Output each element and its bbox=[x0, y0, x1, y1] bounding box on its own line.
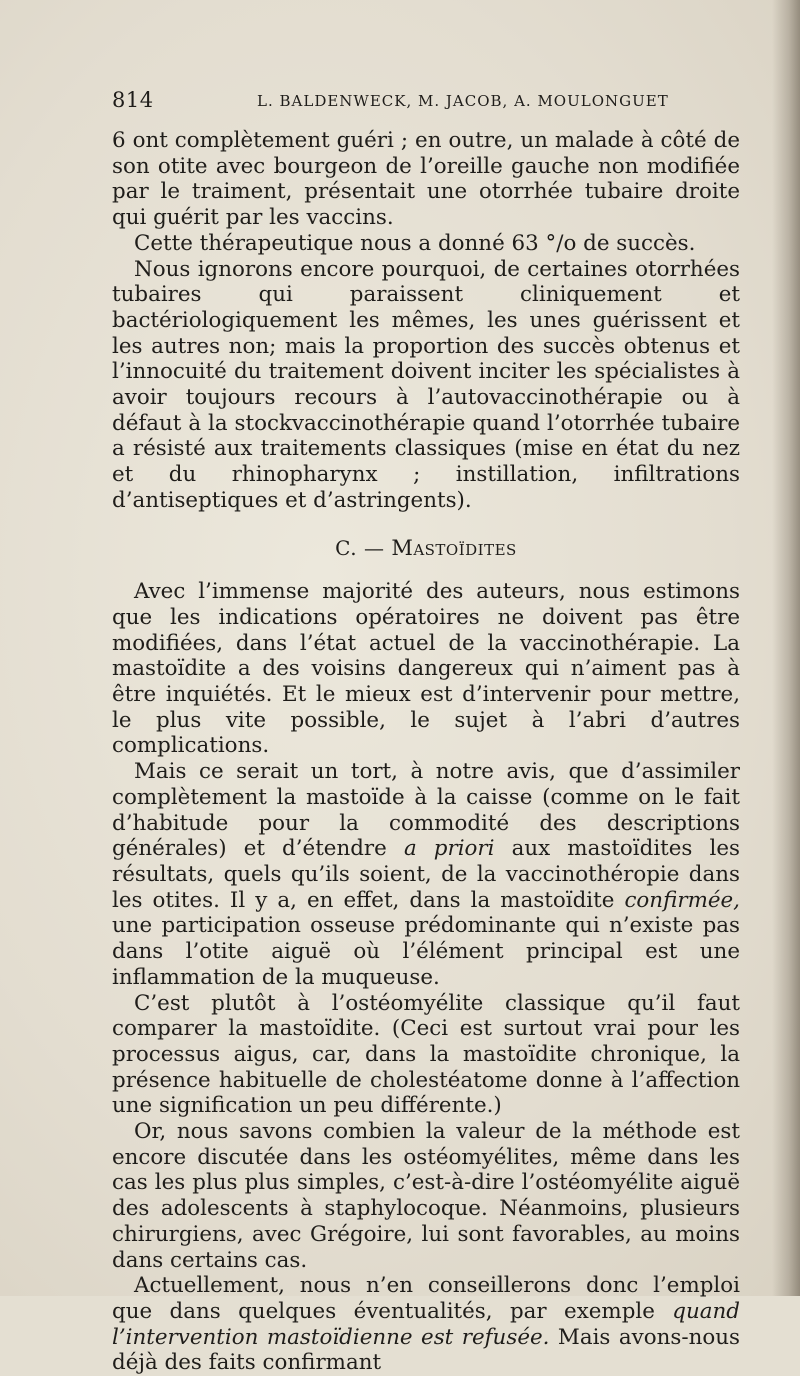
body-text bbox=[112, 128, 740, 1376]
running-title: L. BALDENWECK, M. JACOB, A. MOULONGUET bbox=[257, 92, 669, 110]
paragraph: Avec l’immense majorité des auteurs, nous estimons que les indications opératoires ne doivent pas être modifiées, dans l’état actuel de la vaccinothérapie. La mastoïdite a des voisins dangereux qui n’aiment pas à être inquiétés. Et le mieux est d’intervenir pour mettre, le plus vite possible, le sujet à l’abri d’autres complications. bbox=[112, 579, 740, 759]
italic-text: a priori bbox=[403, 836, 495, 862]
page-header bbox=[112, 88, 742, 114]
paragraph bbox=[112, 1273, 740, 1376]
paragraph-text: une participation osseuse prédominante qui n’existe pas dans l’otite aiguë où l’élément principal est une inflammation de la muqueuse. bbox=[112, 913, 740, 990]
page-number: 814 bbox=[112, 88, 154, 112]
paragraph: Or, nous savons combien la valeur de la méthode est encore discutée dans les ostéomyélites, même dans les cas les plus plus simples, c’est-à-dire l’ostéomyélite aiguë des adolescents à staphylocoque. Néanmoins, plusieurs chirurgiens, avec Grégoire, lui sont favorables, au moins dans certains cas. bbox=[112, 1119, 740, 1273]
page-spine-shadow bbox=[772, 0, 800, 1296]
section-title: Mastoïdites bbox=[391, 535, 517, 560]
paragraph-text: Mais avons-nous déjà des faits confirmant bbox=[112, 1324, 740, 1376]
paragraph bbox=[112, 759, 740, 990]
paragraph: C’est plutôt à l’ostéomyélite classique qu’il faut comparer la mastoïdite. (Ceci est surtout vrai pour les processus aigus, car, dans la mastoïdite chronique, la présence habituelle de cholestéatome donne à l’affection une signification un peu différente.) bbox=[112, 990, 740, 1119]
paragraph-text: Mais ce serait un tort, à notre avis, que d’assimiler complètement la mastoïde à la caisse (comme on le fait d’habitude pour la commodité des descriptions générales) et d’étendre bbox=[112, 759, 740, 862]
paragraph: Nous ignorons encore pourquoi, de certaines otorrhées tubaires qui paraissent cliniquement et bactériologiquement les mêmes, les unes guérissent et les autres non; mais la proportion des succès obtenus et l’innocuité du traitement doivent inciter les spécialistes à avoir toujours recours à l’autovaccinothérapie ou à défaut à la stockvaccinothérapie quand l’otorrhée tubaire a résisté aux traitements classiques (mise en état du nez et du rhinopharynx ; instillation, infiltrations d’antiseptiques et d’astringents). bbox=[112, 256, 740, 513]
paragraph-text: aux mastoïdites les résultats, quels qu’ils soient, de la vaccinothéropie dans les otites. Il y a, en effet, dans la mastoïdite bbox=[112, 836, 740, 913]
section-heading bbox=[112, 536, 740, 562]
section-label: C. — bbox=[335, 535, 385, 560]
paragraph: Cette thérapeutique nous a donné 63 °/o de succès. bbox=[134, 230, 696, 256]
italic-text: confirmée, bbox=[624, 887, 740, 913]
italic-text: quand l’intervention mastoïdienne est refusée. bbox=[112, 1298, 740, 1350]
paragraph-text: Actuellement, nous n’en conseillerons donc l’emploi que dans quelques éventualités, par exemple bbox=[112, 1273, 740, 1324]
paragraph: 6 ont complètement guéri ; en outre, un malade à côté de son otite avec bourgeon de l’oreille gauche non modifiée par le traiment, présentait une otorrhée tubaire droite qui guérit par les vaccins. bbox=[112, 128, 740, 231]
